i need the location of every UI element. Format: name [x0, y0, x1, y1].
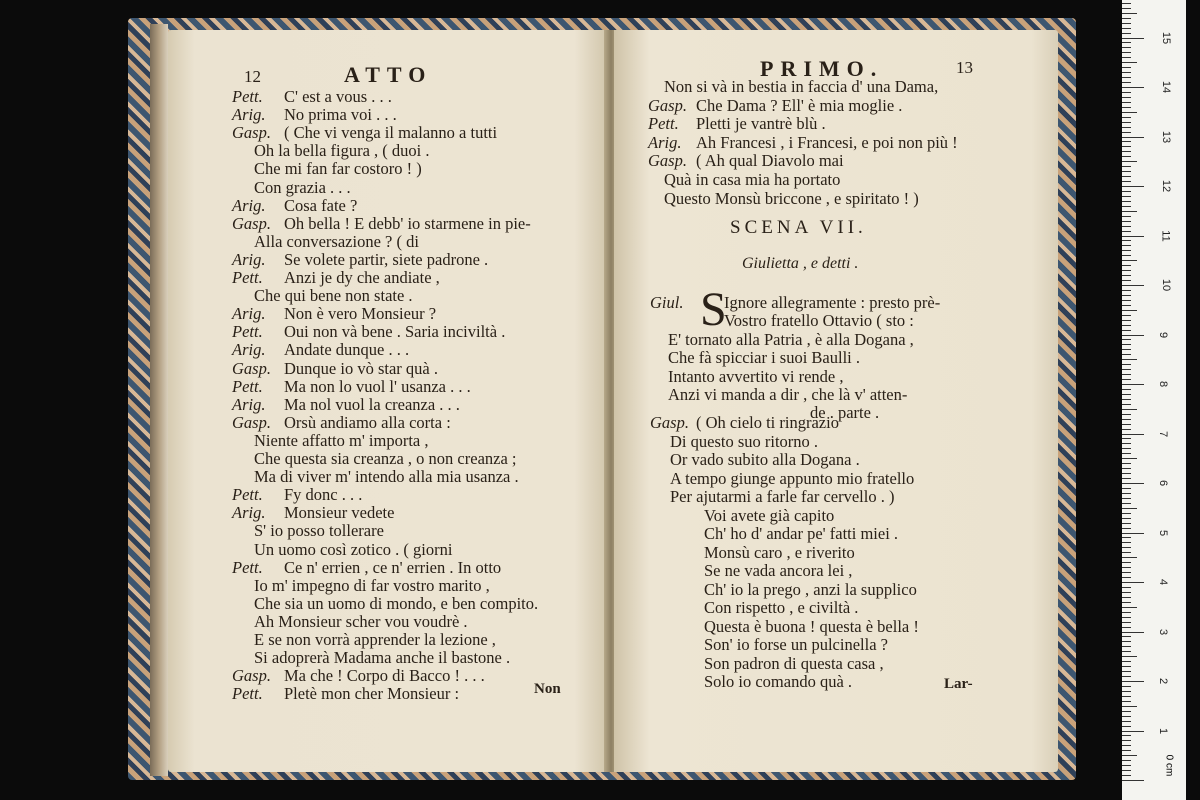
- text-line: Monsieur vedete: [284, 503, 395, 523]
- ruler-tick: [1122, 617, 1131, 618]
- ruler-tick: [1122, 528, 1131, 529]
- text-line: Di questo suo ritorno .: [670, 431, 819, 451]
- ruler-tick: [1122, 424, 1131, 425]
- ruler-tick: [1122, 127, 1131, 128]
- ruler-tick: [1122, 706, 1137, 707]
- ruler-number: 1: [1157, 727, 1170, 734]
- ruler-tick: [1122, 508, 1137, 509]
- ruler-tick: [1122, 453, 1131, 454]
- ruler-tick: [1122, 23, 1131, 24]
- ruler-tick: [1122, 493, 1131, 494]
- ruler-tick: [1122, 711, 1131, 712]
- speaker-label: Arig.: [232, 249, 266, 269]
- ruler-tick: [1122, 161, 1137, 162]
- ruler-number: 11: [1159, 229, 1172, 242]
- ruler-tick: [1122, 112, 1137, 113]
- text-line: No prima voi . . .: [284, 105, 397, 125]
- ruler-tick: [1122, 701, 1131, 702]
- ruler-tick: [1122, 231, 1131, 232]
- ruler-tick: [1122, 775, 1131, 776]
- ruler-tick: [1122, 226, 1131, 227]
- ruler-tick: [1122, 696, 1131, 697]
- ruler-tick: [1122, 607, 1137, 608]
- text-line: Orsù andiamo alla corta :: [284, 412, 451, 432]
- speaker-label: Gasp.: [232, 358, 271, 378]
- text-line: ( Oh cielo ti ringrazio: [696, 413, 839, 432]
- ruler-tick: [1122, 760, 1131, 761]
- text-line: Che questa sia creanza , o non creanza ;: [254, 449, 517, 468]
- text-line: Che fà spicciar i suoi Baulli .: [668, 348, 860, 368]
- text-line: Oh bella ! E debb' io starmene in pie-: [284, 213, 531, 233]
- ruler-tick: [1122, 686, 1131, 687]
- text-line: Ah Monsieur scher vou voudrè .: [254, 611, 468, 631]
- ruler-tick: [1122, 542, 1131, 543]
- ruler-tick: [1122, 280, 1131, 281]
- ruler-tick: [1122, 592, 1131, 593]
- text-line: Ma non lo vuol l' usanza . . .: [284, 376, 471, 396]
- ruler-number: 8: [1157, 380, 1170, 388]
- text-line: Niente affatto m' importa ,: [254, 430, 429, 450]
- text-line: S' io posso tollerare: [254, 521, 384, 541]
- speaker-label: Pett.: [232, 322, 263, 342]
- text-line: E se non vorrà apprender la lezione ,: [254, 630, 496, 649]
- ruler-tick: [1122, 117, 1131, 118]
- ruler-tick: [1122, 156, 1131, 157]
- ruler-tick: [1122, 434, 1144, 435]
- ruler-tick: [1122, 265, 1131, 266]
- ruler-tick: [1122, 780, 1144, 781]
- ruler-number: 12: [1160, 179, 1173, 193]
- ruler-tick: [1122, 364, 1131, 365]
- ruler-tick: [1122, 632, 1144, 633]
- ruler-tick: [1122, 28, 1131, 29]
- ruler-tick: [1122, 122, 1131, 123]
- ruler-tick: [1122, 656, 1137, 657]
- text-line: Un uomo così zotico . ( giorni: [254, 539, 453, 559]
- ruler-tick: [1122, 602, 1131, 603]
- speaker-label: Arig.: [232, 340, 266, 360]
- ruler-tick: [1122, 716, 1131, 717]
- ruler-tick: [1122, 770, 1131, 771]
- text-line: Son padron di questa casa ,: [704, 653, 884, 673]
- ruler-tick: [1122, 77, 1131, 78]
- ruler-tick: [1122, 13, 1137, 14]
- ruler-tick: [1122, 448, 1131, 449]
- ruler-tick: [1122, 414, 1131, 415]
- text-line: Quà in casa mia ha portato: [664, 170, 841, 189]
- ruler-tick: [1122, 731, 1144, 732]
- speaker-label: Pett.: [648, 114, 679, 134]
- ruler-tick: [1122, 52, 1131, 53]
- ruler-number: 9: [1157, 331, 1170, 338]
- ruler-tick: [1122, 8, 1131, 9]
- ruler-tick: [1122, 354, 1131, 355]
- drop-cap: S: [700, 283, 727, 336]
- ruler-tick: [1122, 295, 1131, 296]
- text-line: Si adoprerà Madama anche il bastone .: [254, 648, 511, 668]
- ruler-tick: [1122, 176, 1131, 177]
- text-line: Ah Francesi , i Francesi, e poi non più !: [696, 132, 958, 152]
- text-line: Voi avete già capito: [704, 505, 835, 525]
- left-page: [168, 30, 610, 772]
- speaker-label: Arig.: [232, 394, 266, 414]
- ruler-tick: [1122, 67, 1131, 68]
- ruler-tick: [1122, 47, 1131, 48]
- ruler-tick: [1122, 681, 1144, 682]
- text-line: Ch' io la prego , anzi la supplico: [704, 579, 917, 599]
- ruler-tick: [1122, 661, 1131, 662]
- text-line: Oh la bella figura , ( duoi .: [254, 141, 430, 161]
- speaker-label: Gasp.: [648, 151, 687, 171]
- ruler-tick: [1122, 641, 1131, 642]
- ruler-tick: [1122, 191, 1131, 192]
- ruler-tick: [1122, 166, 1131, 167]
- text-line: Andate dunque . . .: [284, 340, 410, 360]
- ruler-tick: [1122, 245, 1131, 246]
- ruler-tick: [1122, 666, 1131, 667]
- ruler-tick: [1122, 270, 1131, 271]
- ruler-tick: [1122, 735, 1131, 736]
- text-line: Alla conversazione ? ( di: [254, 231, 419, 251]
- ruler-tick: [1122, 765, 1131, 766]
- ruler-number: 14: [1160, 80, 1173, 94]
- ruler-tick: [1122, 582, 1144, 583]
- ruler-tick: [1122, 547, 1131, 548]
- ruler-tick: [1122, 151, 1131, 152]
- text-line: Ma nol vuol la creanza . . .: [284, 394, 460, 414]
- text-line: Son' io forse un pulcinella ?: [704, 635, 888, 654]
- ruler-number: 2: [1157, 677, 1170, 685]
- catchword-right: Lar-: [944, 676, 973, 692]
- speaker-label: Pett.: [232, 684, 263, 704]
- ruler-number: 5: [1157, 529, 1170, 536]
- ruler-tick: [1122, 587, 1131, 588]
- ruler-tick: [1122, 389, 1131, 390]
- ruler-tick: [1122, 399, 1131, 400]
- ruler-tick: [1122, 488, 1131, 489]
- ruler-tick: [1122, 671, 1131, 672]
- text-line: Se ne vada ancora lei ,: [704, 561, 853, 580]
- speaker-label: Arig.: [232, 503, 266, 523]
- ruler-tick: [1122, 622, 1131, 623]
- ruler-tick: [1122, 57, 1131, 58]
- speaker-label: Arig.: [232, 304, 266, 324]
- speaker-label: Gasp.: [232, 213, 271, 233]
- speaker-label: Pett.: [232, 268, 263, 287]
- ruler-tick: [1122, 562, 1131, 563]
- ruler-tick: [1122, 567, 1131, 568]
- speaker-label: Pett.: [232, 485, 263, 505]
- ruler-tick: [1122, 3, 1131, 4]
- ruler-tick: [1122, 339, 1131, 340]
- ruler-tick: [1122, 359, 1137, 360]
- ruler-tick: [1122, 577, 1131, 578]
- ruler-number: 10: [1160, 278, 1173, 292]
- text-line: Intanto avvertito vi rende ,: [668, 366, 844, 386]
- ruler-tick: [1122, 320, 1131, 321]
- text-line: Cosa fate ?: [284, 195, 358, 215]
- ruler-tick: [1122, 572, 1131, 573]
- speaker-label: Gasp.: [648, 95, 687, 115]
- text-line: Che qui bene non state .: [254, 286, 413, 306]
- ruler-tick: [1122, 726, 1131, 727]
- ruler-tick: [1122, 171, 1131, 172]
- scene-title: SCENA VII.: [730, 217, 867, 238]
- ruler-tick: [1122, 87, 1144, 88]
- ruler-tick: [1122, 92, 1131, 93]
- text-line: Ignore allegramente : presto prè-: [724, 293, 941, 312]
- ruler-tick: [1122, 523, 1131, 524]
- ruler-tick: [1122, 181, 1131, 182]
- ruler-tick: [1122, 750, 1131, 751]
- text-line: Che mi fan far costoro ! ): [254, 159, 422, 179]
- text-line: Io m' impegno di far vostro marito ,: [254, 575, 490, 595]
- ruler-tick: [1122, 216, 1131, 217]
- ruler-tick: [1122, 557, 1137, 558]
- ruler-tick: [1122, 18, 1131, 19]
- ruler-tick: [1122, 463, 1131, 464]
- text-line: ( Ah qual Diavolo mai: [696, 151, 844, 171]
- ruler-tick: [1122, 38, 1144, 39]
- ruler-tick: [1122, 146, 1131, 147]
- ruler-tick: [1122, 438, 1131, 439]
- ruler-tick: [1122, 443, 1131, 444]
- ruler-number: 7: [1157, 430, 1170, 437]
- ruler-tick: [1122, 62, 1137, 63]
- ruler-tick: [1122, 250, 1131, 251]
- ruler-tick: [1122, 374, 1131, 375]
- ruler-number: 6: [1157, 479, 1170, 487]
- text-line: Non è vero Monsieur ?: [284, 304, 437, 324]
- ruler-tick: [1122, 627, 1131, 628]
- text-line: Se volete partir, siete padrone .: [284, 249, 489, 269]
- text-line: Ma che ! Corpo di Bacco ! . . .: [284, 666, 485, 686]
- ruler-tick: [1122, 409, 1137, 410]
- ruler-tick: [1122, 597, 1131, 598]
- speaker-label: Pett.: [232, 87, 263, 106]
- ruler-tick: [1122, 384, 1144, 385]
- text-line: Pletti je vantrè blù .: [696, 114, 826, 134]
- ruler-tick: [1122, 379, 1131, 380]
- text-line: Per ajutarmi a farle far cervello . ): [670, 487, 895, 506]
- ruler-tick: [1122, 132, 1131, 133]
- running-head-left: ATTO: [344, 62, 433, 87]
- ruler-tick: [1122, 275, 1131, 276]
- text-line: Ch' ho d' andar pe' fatti miei .: [704, 524, 899, 543]
- speaker-label: Gasp.: [232, 666, 271, 686]
- text-line: Questo Monsù briccone , e spiritato ! ): [664, 188, 919, 208]
- ruler-tick: [1122, 498, 1131, 499]
- text-line: A tempo giunge appunto mio fratello: [670, 468, 915, 488]
- ruler-tick: [1122, 721, 1131, 722]
- ruler-tick: [1122, 240, 1131, 241]
- right-page: [614, 30, 1058, 772]
- ruler-tick: [1122, 260, 1137, 261]
- catchword-left: Non: [534, 681, 561, 697]
- text-line: E' tornato alla Patria , è alla Dogana ,: [668, 329, 914, 349]
- ruler-tick: [1122, 651, 1131, 652]
- ruler-tick: [1122, 97, 1131, 98]
- ruler-number: 4: [1157, 578, 1170, 586]
- ruler-tick: [1122, 458, 1137, 459]
- ruler-tick: [1122, 186, 1144, 187]
- ruler-tick: [1122, 335, 1144, 336]
- text-line: Solo io comando quà .: [704, 672, 853, 691]
- ruler-tick: [1122, 196, 1131, 197]
- ruler-tick: [1122, 483, 1144, 484]
- text-line: Ce n' errien , ce n' errien . In otto: [284, 557, 502, 577]
- page-edges: [150, 24, 168, 776]
- running-head-right: PRIMO.: [760, 56, 884, 81]
- ruler-tick: [1122, 201, 1131, 202]
- ruler-tick: [1122, 344, 1131, 345]
- speaker-label: Pett.: [232, 376, 263, 396]
- ruler-tick: [1122, 290, 1131, 291]
- ruler-tick: [1122, 419, 1131, 420]
- ruler-tick: [1122, 636, 1131, 637]
- ruler-tick: [1122, 102, 1131, 103]
- ruler-tick: [1122, 72, 1131, 73]
- ruler-tick: [1122, 468, 1131, 469]
- ruler-tick: [1122, 552, 1131, 553]
- ruler-number: 13: [1160, 130, 1173, 143]
- ruler-tick: [1122, 369, 1131, 370]
- ruler-tick: [1122, 206, 1131, 207]
- ruler-number: 3: [1157, 628, 1170, 635]
- ruler-tick: [1122, 429, 1131, 430]
- text-line: Pletè mon cher Monsieur :: [284, 684, 460, 704]
- text-line: Con rispetto , e civiltà .: [704, 598, 859, 617]
- text-line: Anzi vi manda a dir , che là v' atten-: [668, 385, 908, 404]
- text-line: Ma di viver m' intendo alla mia usanza .: [254, 467, 519, 487]
- ruler-tick: [1122, 404, 1131, 405]
- ruler-tick: [1122, 676, 1131, 677]
- speaker-label: Arig.: [232, 105, 266, 125]
- ruler-tick: [1122, 478, 1131, 479]
- text-line: Oui non và bene . Saria inciviltà .: [284, 322, 506, 342]
- ruler-tick: [1122, 612, 1131, 613]
- ruler-tick: [1122, 300, 1131, 301]
- speaker-label: Gasp.: [650, 413, 689, 432]
- speaker-label: Arig.: [232, 195, 266, 215]
- ruler-tick: [1122, 537, 1131, 538]
- ruler-tick: [1122, 315, 1131, 316]
- ruler-tick: [1122, 255, 1131, 256]
- speaker-giul: Giul.: [650, 293, 684, 312]
- text-line: Monsù caro , e riverito: [704, 542, 855, 562]
- ruler-tick: [1122, 646, 1131, 647]
- text-line: de . parte .: [810, 403, 880, 423]
- ruler-tick: [1122, 394, 1131, 395]
- ruler-tick: [1122, 349, 1131, 350]
- speaker-label: Gasp.: [232, 123, 271, 143]
- text-line: Con grazia . . .: [254, 177, 351, 197]
- text-line: Anzi je dy che andiate ,: [284, 268, 440, 287]
- speaker-label: Pett.: [232, 557, 263, 577]
- ruler-tick: [1122, 745, 1131, 746]
- ruler-tick: [1122, 82, 1131, 83]
- ruler-tick: [1122, 211, 1137, 212]
- ruler-tick: [1122, 107, 1131, 108]
- ruler-tick: [1122, 691, 1131, 692]
- ruler-tick: [1122, 236, 1144, 237]
- ruler-tick: [1122, 42, 1131, 43]
- ruler-tick: [1122, 285, 1144, 286]
- ruler-tick: [1122, 221, 1131, 222]
- text-line: Che sia un uomo di mondo, e ben compito.: [254, 593, 539, 613]
- text-line: Che Dama ? Ell' è mia moglie .: [696, 95, 903, 115]
- ruler-tick: [1122, 305, 1131, 306]
- ruler-tick: [1122, 33, 1131, 34]
- ruler-number: 15: [1160, 31, 1173, 44]
- ruler-tick: [1122, 330, 1131, 331]
- ruler-tick: [1122, 137, 1144, 138]
- ruler-tick: [1122, 141, 1131, 142]
- ruler-tick: [1122, 740, 1131, 741]
- text-line: ( Che vi venga il malanno a tutti: [284, 123, 498, 143]
- ruler-tick: [1122, 503, 1131, 504]
- text-line: Questa è buona ! questa è bella !: [704, 616, 919, 636]
- ruler-tick: [1122, 473, 1131, 474]
- page-number-left: 12: [244, 67, 261, 86]
- measurement-ruler: [1122, 0, 1186, 800]
- ruler-unit-label: 0 cm: [1163, 754, 1175, 777]
- text-line: Non si và in bestia in faccia d' una Dama,: [664, 77, 939, 96]
- speaker-label: Arig.: [648, 132, 682, 152]
- scene-subtitle: Giulietta , e detti .: [742, 255, 859, 272]
- text-line: Vostro fratello Ottavio ( sto :: [724, 311, 914, 331]
- ruler-tick: [1122, 533, 1144, 534]
- text-line: Dunque io vò star quà .: [284, 358, 438, 378]
- text-line: C' est a vous . . .: [284, 87, 392, 106]
- text-line: Or vado subito alla Dogana .: [670, 450, 860, 469]
- page-number-right: 13: [956, 58, 973, 77]
- ruler-tick: [1122, 518, 1131, 519]
- ruler-tick: [1122, 755, 1137, 756]
- text-line: Fy donc . . .: [284, 485, 363, 505]
- speaker-label: Gasp.: [232, 412, 271, 432]
- ruler-tick: [1122, 310, 1137, 311]
- ruler-tick: [1122, 325, 1131, 326]
- ruler-tick: [1122, 513, 1131, 514]
